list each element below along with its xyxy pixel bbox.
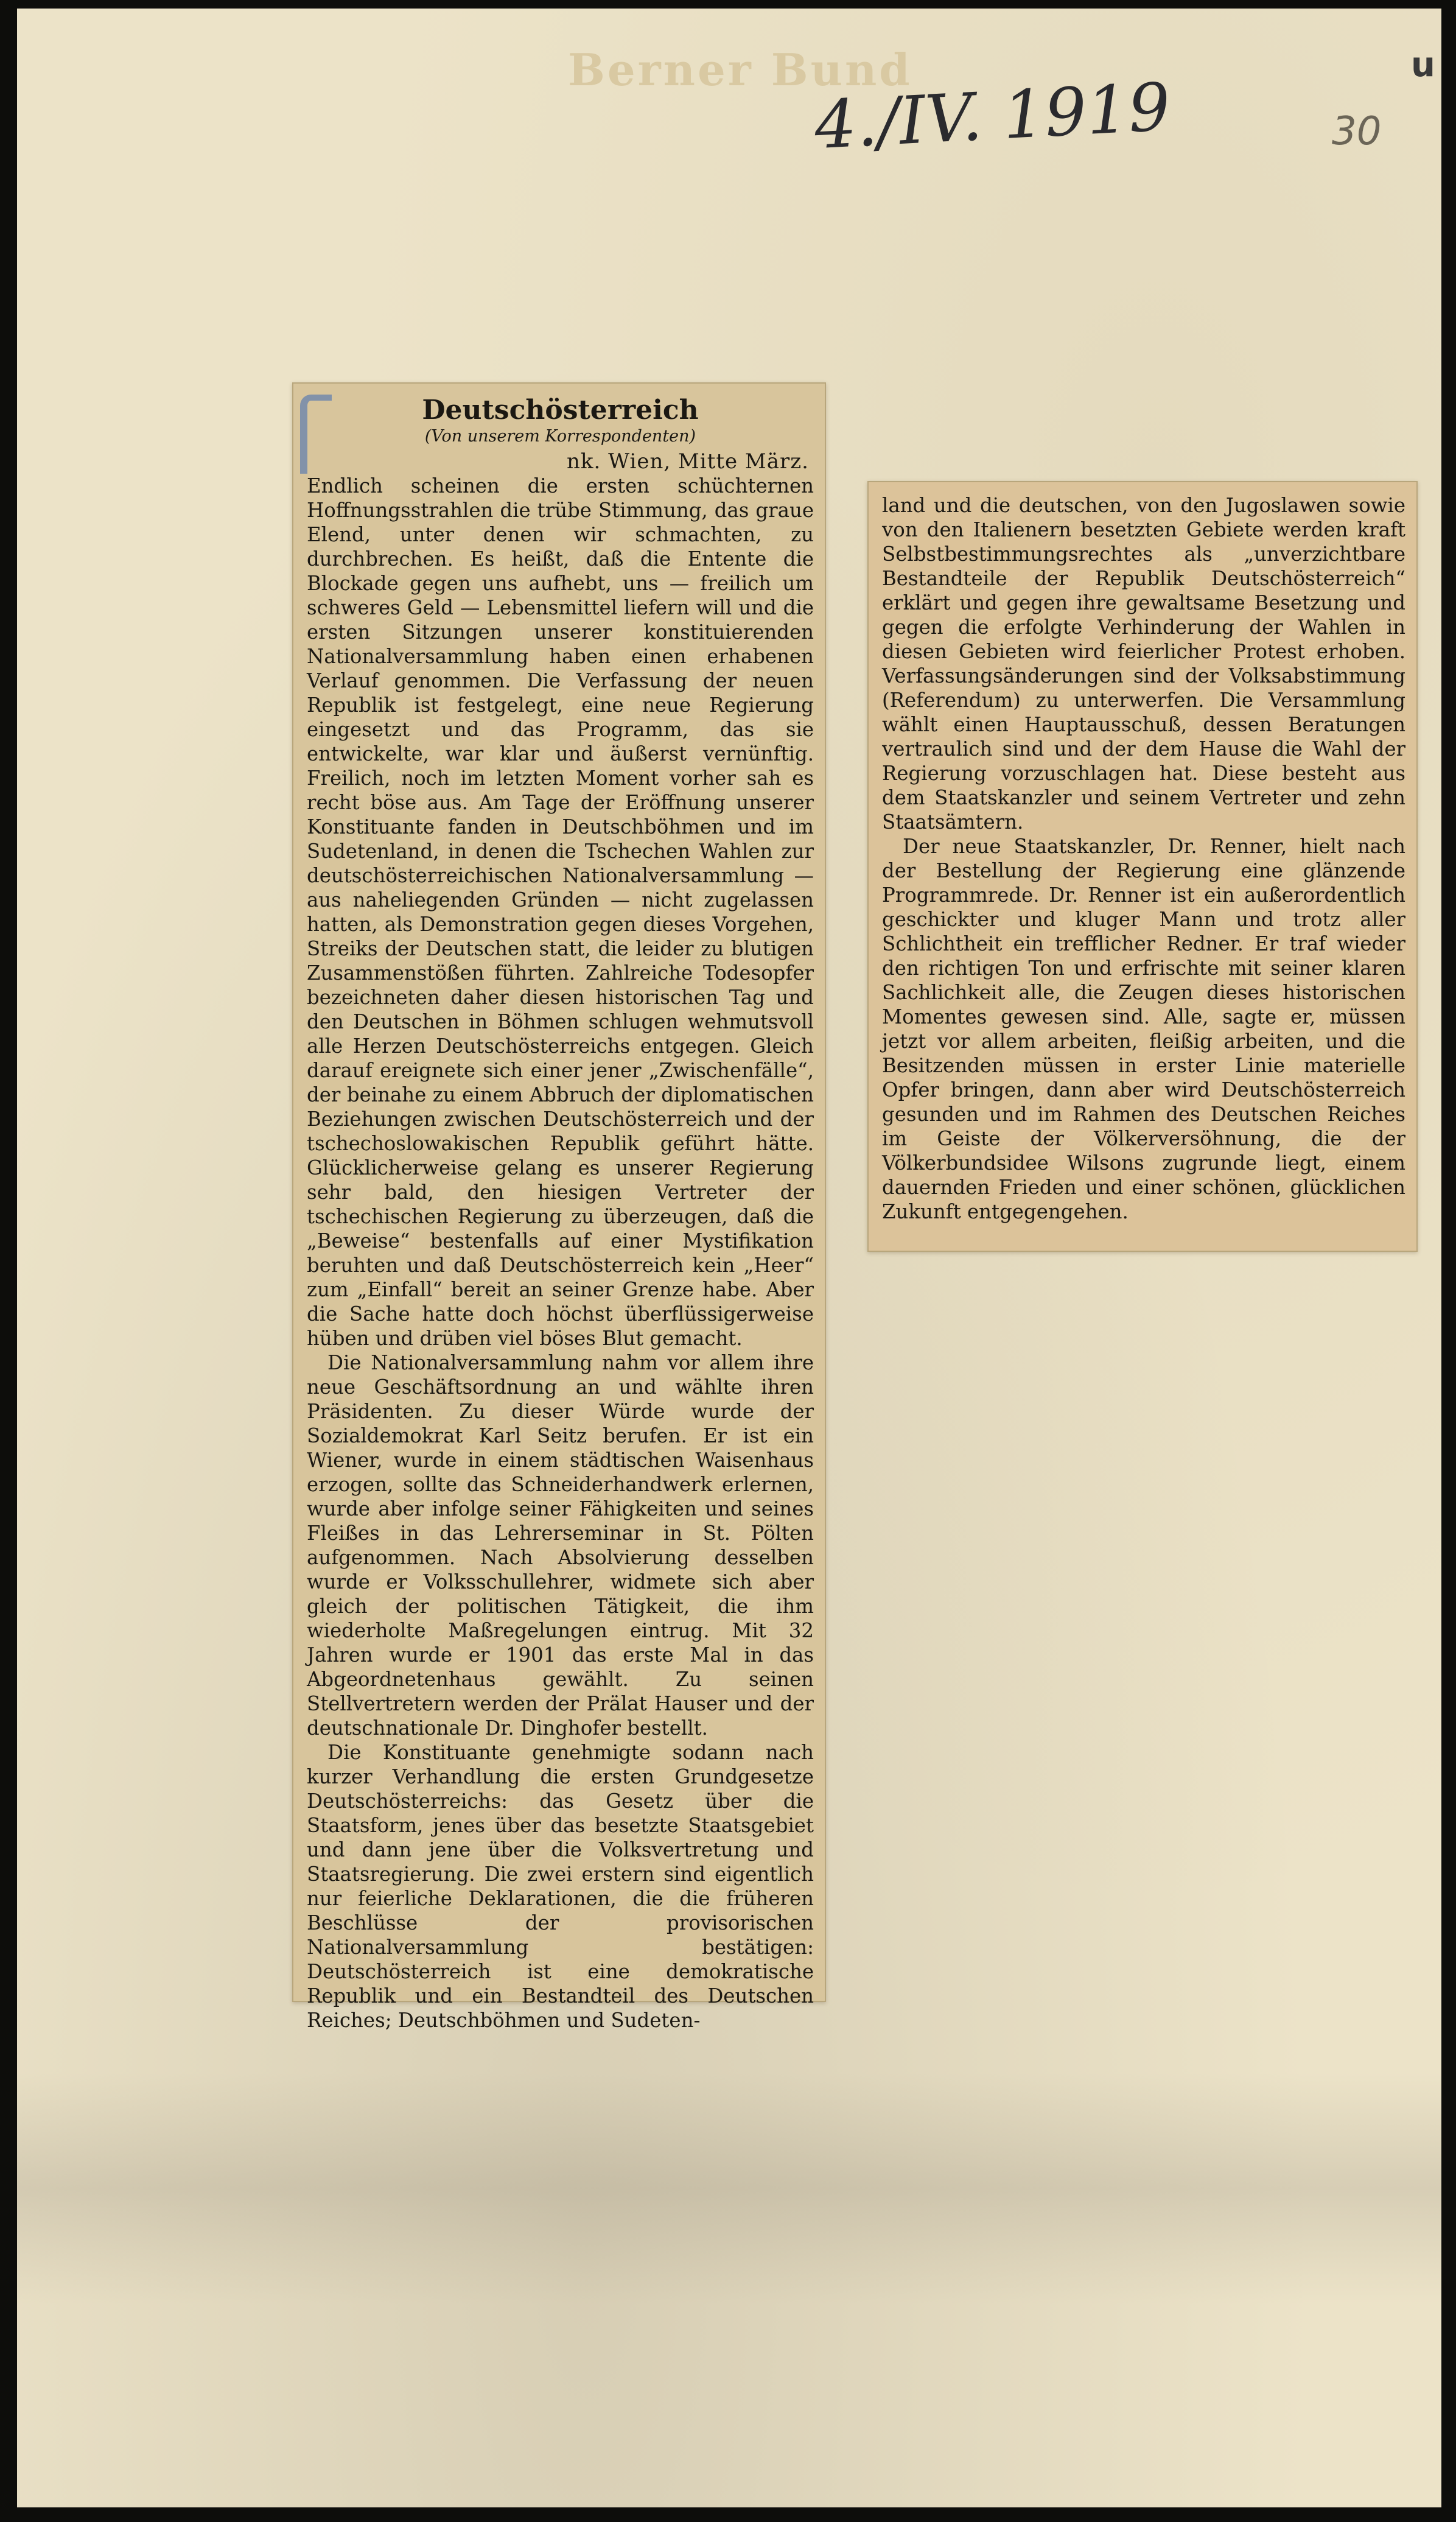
article-dateline: nk. Wien, Mitte März. <box>567 449 809 474</box>
blue-pencil-bracket <box>300 395 332 474</box>
paragraph: Die Nationalversammlung nahm vor allem ihre neue Geschäftsordnung an und wählte ihren Präsidenten. Zu dieser Würde wurde der Sozialdemokrat Karl Seitz berufen. Er ist ein Wiener, wurde in einem städtischen Waisenhaus erzogen, sollte das Schneiderhandwerk erlernen, wurde aber infolge seiner Fähigkeiten und seines Fleißes in das Lehrerseminar in St. Pölten aufgenommen. Nach Absolvierung desselben wurde er Volksschullehrer, widmete sich aber gleich der politischen Tätigkeit, die ihm wiederholte Maßregelungen eintrug. Mit 32 Jahren wurde er 1901 das erste Mal in das Abgeordnetenhaus gewählt. Zu seinen Stellvertretern werden der Prälat Hauser und der deutschnationale Dr. Dinghofer bestellt. <box>307 1351 814 1740</box>
newspaper-stamp: Berner Bund <box>568 44 912 96</box>
corner-mark: u <box>1411 45 1435 85</box>
paragraph: Der neue Staatskanzler, Dr. Renner, hielt nach der Bestellung der Regierung eine glänzende Programmrede. Dr. Renner ist ein außerordentlich geschickter und kluger Mann und trotz aller Schlichtheit ein trefflicher Redner. Er traf wieder den richtigen Ton und erfrischte mit seiner klaren Sachlichkeit alle, die Zeugen dieses historischen Momentes gewesen sind. Alle, sagte er, müssen jetzt vor allem arbeiten, fleißig arbeiten, und die Besitzenden müssen in erster Linie materielle Opfer bringen, dann aber wird Deutschösterreich gesunden und im Rahmen des Deutschen Reiches im Geiste der Völkerversöhnung, die der Völkerbundsidee Wilsons zugrunde liegt, einem dauernden Frieden und einer schönen, glücklichen Zukunft entgegengehen. <box>882 835 1405 1223</box>
article-subline: (Von unserem Korrespondenten) <box>424 427 696 446</box>
newspaper-clipping-1 <box>292 382 826 2032</box>
fold-shadow <box>17 2073 1441 2304</box>
article-headline: Deutschösterreich <box>422 395 699 426</box>
handwritten-date: 4./IV. 1919 <box>813 69 1172 164</box>
article-body-2 <box>882 493 1405 1224</box>
paragraph: Die Konstituante genehmigte sodann nach kurzer Verhandlung die ersten Grundgesetze Deutschösterreichs: das Gesetz über die Staatsform, jenes über das besetzte Staatsgebiet und dann jene über die Volksvertretung und Staatsregierung. Die zwei erstern sind eigentlich nur feierliche Deklarationen, die die früheren Beschlüsse der provisorischen Nationalversammlung bestätigen: Deutschösterreich ist eine demokratische Republik und ein Bestandteil des Deutschen Reiches; Deutschböhmen und Sudeten- <box>307 1741 814 2032</box>
clipping-2-content <box>882 493 1405 1242</box>
clipping-1-content <box>307 395 814 2032</box>
paragraph: Endlich scheinen die ersten schüchternen Hoffnungsstrahlen die trübe Stimmung, das graue Elend, unter denen wir schmachten, zu durchbrechen. Es heißt, daß die Entente die Blockade gegen uns aufhebt, uns — freilich um schweres Geld — Lebensmittel liefern will und die ersten Sitzungen unserer konstituierenden Nationalversammlung haben einen erhabenen Verlauf genommen. Die Verfassung der neuen Republik ist festgelegt, eine neue Regierung eingesetzt und das Programm, das sie entwickelte, war klar und äußerst vernünftig. Freilich, noch im letzten Moment vorher sah es recht böse aus. Am Tage der Eröffnung unserer Konstituante fanden in Deutschböhmen und im Sudetenland, in denen die Tschechen Wahlen zur deutschösterreichischen Nationalversammlung — aus naheliegenden Gründen — nicht zugelassen hatten, als Demonstration gegen dieses Vorgehen, Streiks der Deutschen statt, die leider zu blutigen Zusammenstößen führten. Zahlreiche Todesopfer bezeichneten daher diesen historischen Tag und den Deutschen in Böhmen schlugen wehmutsvoll alle Herzen Deutschösterreichs entgegen. Gleich darauf ereignete sich einer jener „Zwischenfälle“, der beinahe zu einem Abbruch der diplomatischen Beziehungen zwischen Deutschösterreich und der tschechoslowakischen Republik geführt hätte. Glücklicherweise gelang es unserer Regierung sehr bald, den hiesigen Vertreter der tschechischen Regierung zu überzeugen, daß die „Beweise“ bestenfalls auf einer Mystifikation beruhten und daß Deutschösterreich kein „Heer“ zum „Einfall“ bereit an seiner Grenze habe. Aber die Sache hatte doch höchst überflüssigerweise hüben und drüben viel böses Blut gemacht. <box>307 474 814 1350</box>
newspaper-clipping-2 <box>867 481 1418 1252</box>
page-number: 30 <box>1332 109 1382 154</box>
article-body-1 <box>307 474 814 2032</box>
paragraph: land und die deutschen, von den Jugoslawen sowie von den Italienern besetzten Gebiete werden kraft Selbstbestimmungsrechtes als „unverzichtbare Bestandteile der Republik Deutschösterreich“ erklärt und gegen ihre gewaltsame Besetzung und gegen die erfolgte Verhinderung der Wahlen in diesen Gebieten wird feierlicher Protest erhoben. Verfassungsänderungen sind der Volksabstimmung (Referendum) zu unterwerfen. Die Versammlung wählt einen Hauptausschuß, dessen Beratungen vertraulich sind und der dem Hause die Wahl der Regierung vorzuschlagen hat. Diese besteht aus dem Staatskanzler und seinem Vertreter und zehn Staatsämtern. <box>882 494 1405 834</box>
